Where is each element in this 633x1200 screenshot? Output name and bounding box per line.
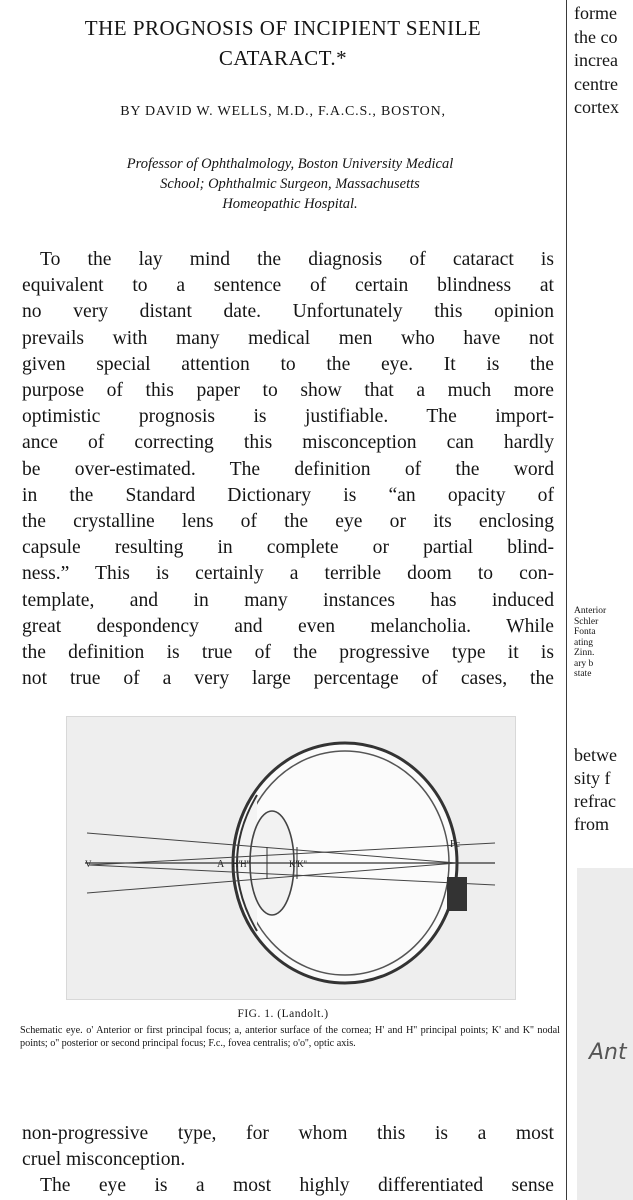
paragraph-line: great despondency and even melancholia. While <box>22 615 554 637</box>
paragraph-line: optimistic prognosis is justifiable. The import- <box>22 406 554 428</box>
handwritten-annotation: Ant <box>589 1040 627 1065</box>
author-byline: BY DAVID W. WELLS, M.D., F.A.C.S., BOSTON, <box>120 104 446 119</box>
figure-title: FIG. 1. (Landolt.) <box>237 1008 329 1020</box>
adjacent-line: sity f <box>574 768 611 788</box>
paragraph-line: capsule resulting in complete or partial blind- <box>22 537 554 559</box>
label-a: A <box>217 859 225 870</box>
paragraph-line: be over-estimated. The definition of the word <box>22 458 554 480</box>
adjacent-photo <box>577 868 633 1200</box>
adjacent-column <box>567 0 633 1200</box>
paragraph-line: template, and in many instances has induced <box>22 589 554 611</box>
paragraph-line: ance of correcting this misconception can hardly <box>22 432 554 454</box>
article-title-line-2: CATARACT.* <box>218 46 348 70</box>
label-v: V <box>85 859 92 869</box>
adjacent-caption-line: Zinn. <box>574 648 595 658</box>
affiliation-line: Homeopathic Hospital. <box>222 196 358 212</box>
paragraph-line: in the Standard Dictionary is “an opacity of <box>22 484 554 506</box>
paragraph-line: the definition is true of the progressive type it is <box>22 642 554 663</box>
label-k: K'K'' <box>289 859 307 869</box>
schematic-eye-diagram <box>67 717 515 999</box>
adjacent-caption-line: Anterior <box>574 606 607 616</box>
figure-schematic-eye <box>66 716 516 1000</box>
adjacent-line: forme <box>574 3 617 23</box>
paragraph-line: no very distant date. Unfortunately this opinion <box>22 301 554 323</box>
figure-caption: Schematic eye. o' Anterior or first principal focus; a, anterior surface of the cornea; H' and H'' principal points; K' and K'' nodal points; o'' posterior or second principal focus; F.c., fovea centralis; o'o'', optic axis. <box>20 1025 560 1049</box>
adjacent-line: centre <box>574 73 618 94</box>
label-h: H'H'' <box>232 859 250 869</box>
adjacent-caption-line: Fonta <box>574 627 596 637</box>
paragraph-line: The eye is a most highly differentiated sense <box>40 1175 554 1196</box>
paragraph-line: purpose of this paper to show that a much more <box>22 380 554 401</box>
adjacent-caption-line: state <box>574 669 592 679</box>
paragraph-line: To the lay mind the diagnosis of cataract is <box>40 249 554 270</box>
paragraph-line: ness.” This is certainly a terrible doom to con- <box>22 563 554 585</box>
paragraph-line: equivalent to a sentence of certain blindness at <box>22 275 554 297</box>
article-title-line-1: THE PROGNOSIS OF INCIPIENT SENILE <box>84 16 482 40</box>
adjacent-caption-line: ating <box>574 637 593 648</box>
adjacent-line: the co <box>574 26 618 47</box>
adjacent-line: increa <box>574 50 618 70</box>
adjacent-line: betwe <box>574 745 617 765</box>
label-fc: Fc <box>450 839 460 850</box>
adjacent-caption-line: Schler <box>574 616 599 627</box>
adjacent-line: refrac <box>574 791 616 811</box>
adjacent-line: from <box>574 814 609 834</box>
affiliation-line: Professor of Ophthalmology, Boston University Medical <box>126 156 454 172</box>
adjacent-caption-line: ary b <box>574 658 594 669</box>
paragraph-line: prevails with many medical men who have not <box>22 327 554 349</box>
paragraph-line: not true of a very large percentage of cases, the <box>22 668 554 690</box>
paragraph-line: non-progressive type, for whom this is a most <box>22 1123 554 1144</box>
author-affiliation <box>20 154 560 214</box>
affiliation-line: School; Ophthalmic Surgeon, Massachusetts <box>160 176 420 192</box>
paragraph-line: cruel misconception. <box>22 1149 186 1170</box>
paragraph-line: the crystalline lens of the eye or its enclosing <box>22 511 554 532</box>
adjacent-line: cortex <box>574 97 619 117</box>
paragraph-line: given special attention to the eye. It is the <box>22 353 554 375</box>
